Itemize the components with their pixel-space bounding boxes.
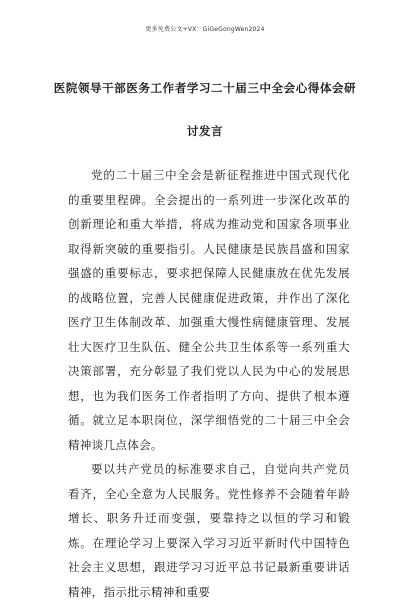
document-title-line-2: 讨发言 bbox=[186, 124, 224, 138]
document-title-line-1: 医院领导干部医务工作者学习二十届三中全会心得体会研 bbox=[53, 81, 357, 95]
header-note: 更多免费公文+VX：GiGeGongWen2024 bbox=[145, 26, 265, 33]
paragraph-1: 党的二十届三中全会是新征程推进中国式现代化的重要里程碑。全会提出的一系列进一步深化改革的创新理论和重大举措，将成为推动党和国家各项事业取得新突破的重要指引。人民健康是民族昌盛和国家强盛的重要标志，要求把保障人民健康放在优先发展的战略位置，完善人民健康促进政策，并作出了深化医疗卫生体制改革、加强重大慢性病健康管理、发展壮大医疗卫生队伍、健全公共卫生体系等一系列重大决策部署，充分彰显了我们党以人民为中心的发展思想，也为我们医务工作者指明了方向、提供了根本遵循。就立足本职岗位，深学细悟党的二十届三中全会精神谈几点体会。 bbox=[68, 168, 350, 452]
body-text bbox=[68, 163, 350, 604]
paragraph-2: 要以共产党员的标准要求自己，自觉向共产党员看齐，全心全意为人民服务。党性修养不会随着年龄增长、职务升迁而变强，要靠持之以恒的学习和锻炼。在理论学习上要深入学习习近平新时代中国特色社会主义思想，跟进学习习近平总书记最新重要讲话精神，指示批示精神和重要 bbox=[68, 462, 350, 599]
